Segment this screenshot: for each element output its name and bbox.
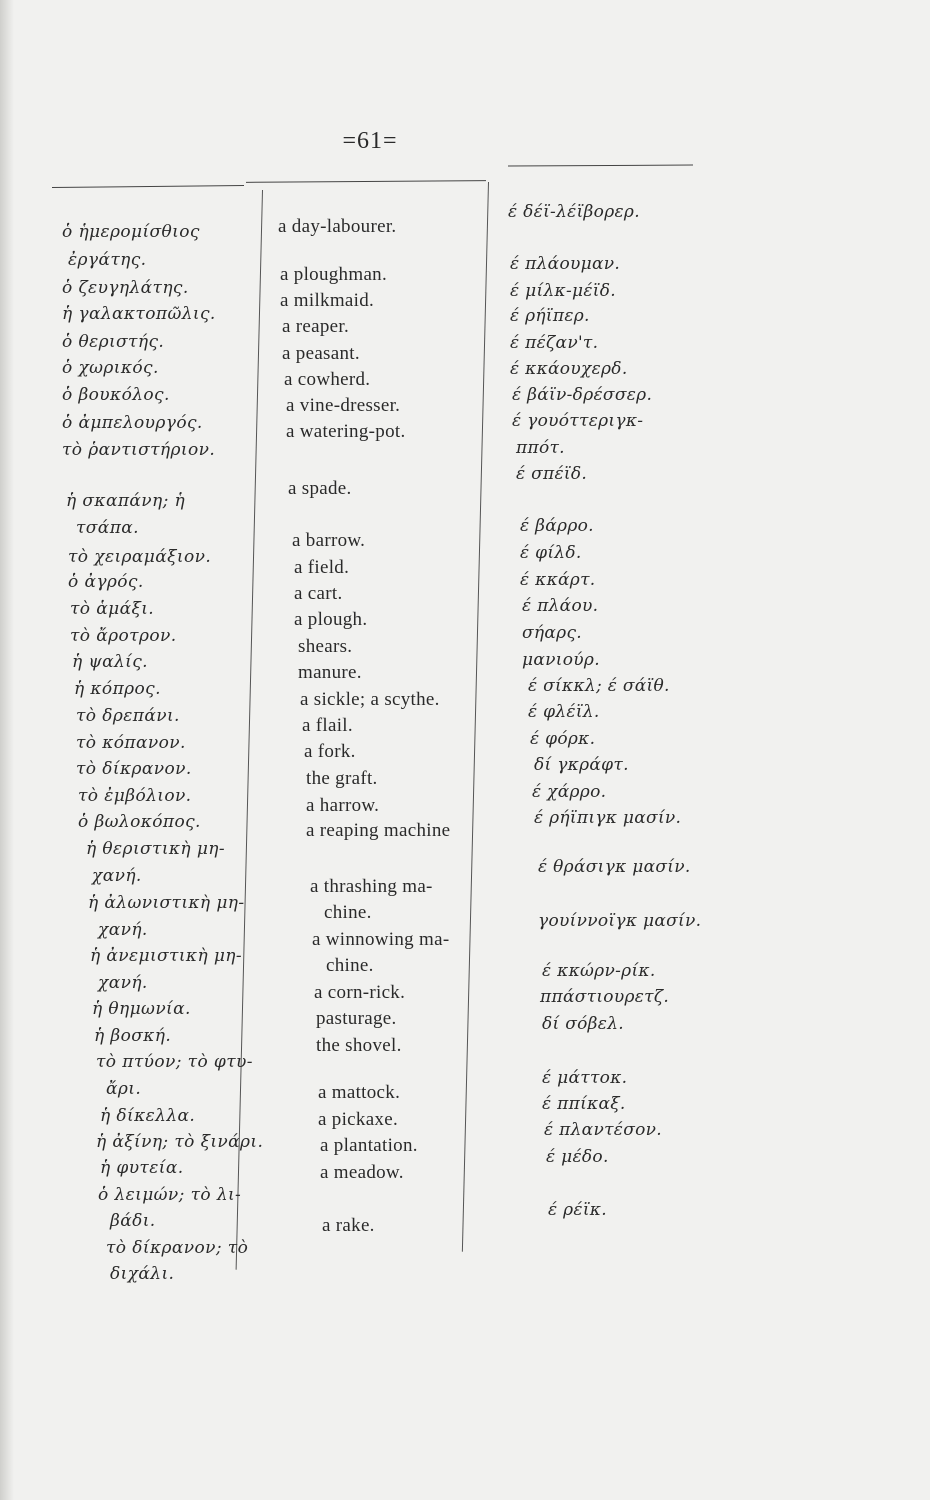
pronunciation-entry: έ πλάουμαν.: [510, 254, 621, 274]
pronunciation-entry: έ σίκκλ; έ σάϊθ.: [528, 676, 670, 696]
english-translation: a watering-pot.: [286, 421, 406, 442]
english-translation: a plantation.: [320, 1135, 418, 1156]
greek-term: βάδι.: [110, 1211, 156, 1231]
greek-term: χανή.: [98, 920, 148, 940]
greek-term: ὁ βωλοκόπος.: [78, 812, 201, 832]
greek-term: ἐργάτης.: [68, 250, 147, 270]
greek-term: τὸ πτύον; τὸ φτυ-: [96, 1052, 253, 1072]
pronunciation-entry: έ σπέϊδ.: [516, 464, 588, 484]
greek-term: τὸ δίκρανον.: [76, 759, 192, 779]
greek-term: χανή.: [92, 866, 142, 886]
pronunciation-entry: έ φίλδ.: [520, 543, 582, 563]
pronunciation-entry: έ ρήϊπερ.: [510, 306, 590, 326]
english-translation: a peasant.: [282, 343, 360, 364]
pronunciation-entry: έ κκάουχερδ.: [510, 359, 628, 379]
greek-term: τὸ δίκρανον; τὸ: [106, 1238, 249, 1258]
greek-term: τὸ κόπανον.: [76, 733, 186, 753]
greek-term: ὁ θεριστής.: [62, 332, 165, 352]
english-translation: a milkmaid.: [280, 290, 375, 311]
greek-term: τὸ ἁμάξι.: [70, 599, 155, 619]
greek-term: ὁ χωρικός.: [62, 358, 159, 378]
english-translation: a vine-dresser.: [286, 395, 401, 416]
greek-term: ἡ ἀνεμιστικὴ μη-: [90, 946, 243, 966]
english-translation: a meadow.: [320, 1162, 404, 1183]
pronunciation-entry: έ πέζαν'τ.: [510, 333, 599, 353]
english-translation: a reaper.: [282, 316, 350, 337]
pronunciation-entry: έ χάρρο.: [532, 782, 607, 802]
pronunciation-entry: σήαρς.: [522, 623, 582, 643]
english-translation: a reaping machine: [306, 820, 451, 841]
english-translation: a pickaxe.: [318, 1109, 399, 1130]
column-divider-right: [462, 182, 489, 1252]
english-translation: a mattock.: [318, 1082, 401, 1103]
pronunciation-entry: ππάστιουρετζ.: [540, 987, 670, 1007]
english-translation: a corn-rick.: [314, 982, 406, 1003]
greek-term: χανή.: [98, 973, 148, 993]
english-translation: a barrow.: [292, 530, 366, 551]
english-translation: a flail.: [302, 715, 353, 736]
pronunciation-entry: έ γουόττεριγκ-: [512, 411, 644, 431]
pronunciation-entry: έ πλάου.: [522, 596, 599, 616]
english-translation: a field.: [294, 557, 350, 578]
english-translation: shears.: [298, 636, 353, 657]
english-translation: a plough.: [294, 609, 368, 630]
pronunciation-entry: έ μίλκ-μέϊδ.: [510, 281, 616, 301]
english-translation: a fork.: [304, 741, 356, 762]
pronunciation-entry: μανιούρ.: [522, 650, 600, 670]
pronunciation-entry: έ ρέϊκ.: [548, 1200, 607, 1220]
pronunciation-entry: έ φλέϊλ.: [528, 702, 600, 722]
english-translation: a harrow.: [306, 795, 380, 816]
greek-term: τὸ χειραμάξιον.: [68, 547, 212, 567]
pronunciation-entry: έ μάττοκ.: [542, 1068, 628, 1088]
english-translation: chine.: [326, 955, 374, 976]
english-translation: a thrashing ma-: [310, 876, 433, 897]
pronunciation-entry: έ ρήϊπιγκ μασίν.: [534, 808, 682, 828]
greek-term: ἡ ἀλωνιστικὴ μη-: [88, 893, 245, 913]
greek-term: ὁ λειμών; τὸ λι-: [98, 1185, 242, 1205]
greek-term: ἡ ψαλίς.: [72, 652, 148, 672]
english-translation: the shovel.: [316, 1035, 402, 1056]
greek-term: τσάπα.: [76, 518, 139, 538]
greek-term: ἡ σκαπάνη; ἡ: [66, 491, 186, 511]
greek-term: ὁ ἀγρός.: [68, 572, 144, 592]
greek-term: τὸ ἄροτρον.: [70, 626, 177, 646]
page-number: =61=: [342, 128, 398, 154]
greek-term: ἡ κόπρος.: [74, 679, 161, 699]
greek-term: ἡ δίκελλα.: [100, 1106, 196, 1126]
greek-term: ἡ θεριστικὴ μη-: [86, 839, 225, 859]
column-divider-left: [236, 190, 263, 1270]
pronunciation-entry: δί σόβελ.: [542, 1014, 624, 1034]
english-translation: a ploughman.: [280, 264, 388, 285]
english-translation: a rake.: [322, 1215, 375, 1236]
page-edge-shadow: [0, 0, 14, 1500]
pronunciation-entry: έ ππίκαξ.: [542, 1094, 626, 1114]
pronunciation-entry: έ πλαντέσον.: [544, 1120, 662, 1140]
english-translation: manure.: [298, 662, 362, 683]
greek-term: τὸ ἐμβόλιον.: [78, 786, 192, 806]
english-translation: the graft.: [306, 768, 378, 789]
pronunciation-entry: έ δέϊ-λέϊβορερ.: [508, 202, 640, 222]
header-rule-left: [52, 185, 244, 188]
pronunciation-entry: έ φόρκ.: [530, 729, 596, 749]
greek-term: τὸ ῥαντιστήριον.: [62, 440, 216, 460]
english-translation: a sickle; a scythe.: [300, 689, 440, 710]
pronunciation-entry: έ κκώρν-ρίκ.: [542, 961, 656, 981]
greek-term: ὁ ἡμερομίσθιος: [62, 222, 200, 242]
greek-term: ἄρι.: [106, 1079, 142, 1099]
greek-term: ὁ ζευγηλάτης.: [62, 278, 189, 298]
english-translation: a cart.: [294, 583, 343, 604]
greek-term: ἡ θημωνία.: [92, 999, 191, 1019]
greek-term: ἡ γαλακτοπῶλις.: [62, 304, 216, 324]
pronunciation-entry: έ βάϊν-δρέσσερ.: [512, 385, 653, 405]
greek-term: ἡ βοσκή.: [94, 1026, 172, 1046]
header-rule-middle: [246, 180, 486, 183]
pronunciation-entry: έ μέδο.: [546, 1147, 609, 1167]
greek-term: ἡ φυτεία.: [100, 1158, 184, 1178]
english-translation: pasturage.: [316, 1008, 397, 1029]
pronunciation-entry: έ κκάρτ.: [520, 570, 596, 590]
greek-term: τὸ δρεπάνι.: [76, 706, 180, 726]
greek-term: ὁ βουκόλος.: [62, 385, 170, 405]
pronunciation-entry: δί γκράφτ.: [534, 755, 629, 775]
pronunciation-entry: γουίννοϊγκ μασίν.: [538, 911, 702, 931]
greek-term: ἡ ἀξίνη; τὸ ξινάρι.: [96, 1132, 264, 1152]
english-translation: a spade.: [288, 478, 352, 499]
english-translation: chine.: [324, 902, 372, 923]
header-rule-right: [508, 165, 693, 167]
pronunciation-entry: έ βάρρο.: [520, 516, 594, 536]
pronunciation-entry: ππότ.: [516, 438, 565, 458]
english-translation: a cowherd.: [284, 369, 371, 390]
greek-term: διχάλι.: [110, 1264, 175, 1284]
greek-term: ὁ ἀμπελουργός.: [62, 413, 203, 433]
pronunciation-entry: έ θράσιγκ μασίν.: [538, 857, 691, 877]
english-translation: a winnowing ma-: [312, 929, 450, 950]
english-translation: a day-labourer.: [278, 216, 397, 237]
